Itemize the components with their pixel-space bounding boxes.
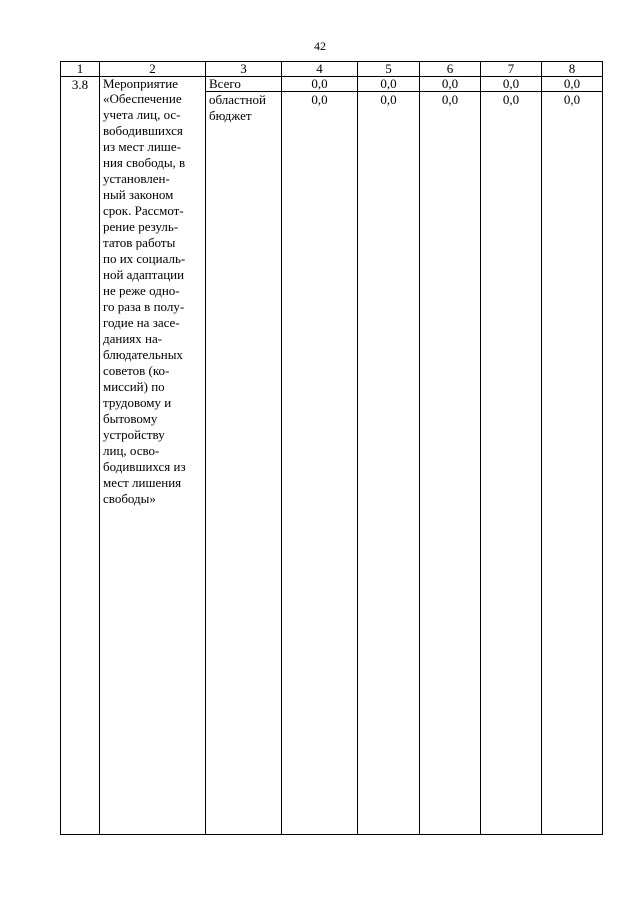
value-cell: 0,0 <box>542 92 603 835</box>
activity-name-line: вободившихся <box>103 123 183 138</box>
source-label-line: областной <box>209 92 266 107</box>
value-cell: 0,0 <box>420 92 481 835</box>
value-cell: 0,0 <box>358 92 420 835</box>
column-header: 4 <box>282 62 358 77</box>
activity-name-line: ния свободы, в <box>103 155 186 170</box>
column-header: 2 <box>100 62 206 77</box>
activity-name-line: миссий) по <box>103 379 165 394</box>
value-cell: 0,0 <box>282 92 358 835</box>
activity-name <box>100 77 206 835</box>
value-cell: 0,0 <box>358 77 420 92</box>
source-label-regional <box>206 92 282 835</box>
activity-name-line: годие на засе- <box>103 315 180 330</box>
activity-name-line: советов (ко- <box>103 363 170 378</box>
activity-name-line: ный законом <box>103 187 174 202</box>
activity-name-line: бодившихся из <box>103 459 186 474</box>
activity-name-line: рение резуль- <box>103 219 179 234</box>
activity-name-line: лиц, осво- <box>103 443 160 458</box>
table-row <box>61 77 603 92</box>
budget-table <box>60 61 603 835</box>
activity-name-line: установлен- <box>103 171 170 186</box>
activity-name-line: татов работы <box>103 235 176 250</box>
source-label-total <box>206 77 282 92</box>
column-header: 3 <box>206 62 282 77</box>
activity-name-line: Мероприятие <box>103 76 178 91</box>
activity-name-line: не реже одно- <box>103 283 180 298</box>
column-header: 8 <box>542 62 603 77</box>
value-cell: 0,0 <box>481 77 542 92</box>
source-label-line: Всего <box>209 76 241 91</box>
activity-name-line: ной адаптации <box>103 267 185 282</box>
activity-name-line: «Обеспечение <box>103 91 182 106</box>
page-number: 42 <box>314 39 326 53</box>
activity-name-line: устройству <box>103 427 165 442</box>
activity-name-line: свободы» <box>103 491 156 506</box>
activity-name-line: даниях на- <box>103 331 163 346</box>
column-header: 1 <box>61 62 100 77</box>
activity-name-line: по их социаль- <box>103 251 186 266</box>
column-header: 6 <box>420 62 481 77</box>
activity-name-line: трудовому и <box>103 395 172 410</box>
column-header: 7 <box>481 62 542 77</box>
value-cell: 0,0 <box>282 77 358 92</box>
activity-name-line: срок. Рассмот- <box>103 203 184 218</box>
value-cell: 0,0 <box>481 92 542 835</box>
column-header: 5 <box>358 62 420 77</box>
activity-name-line: из мест лише- <box>103 139 181 154</box>
activity-name-line: бытовому <box>103 411 158 426</box>
source-label-line: бюджет <box>209 108 252 123</box>
table-header-row <box>61 62 603 77</box>
activity-name-line: го раза в полу- <box>103 299 185 314</box>
activity-name-line: мест лишения <box>103 475 182 490</box>
value-cell: 0,0 <box>542 77 603 92</box>
activity-name-line: блюдательных <box>103 347 183 362</box>
row-number: 3.8 <box>61 77 100 835</box>
activity-name-line: учета лиц, ос- <box>103 107 181 122</box>
value-cell: 0,0 <box>420 77 481 92</box>
